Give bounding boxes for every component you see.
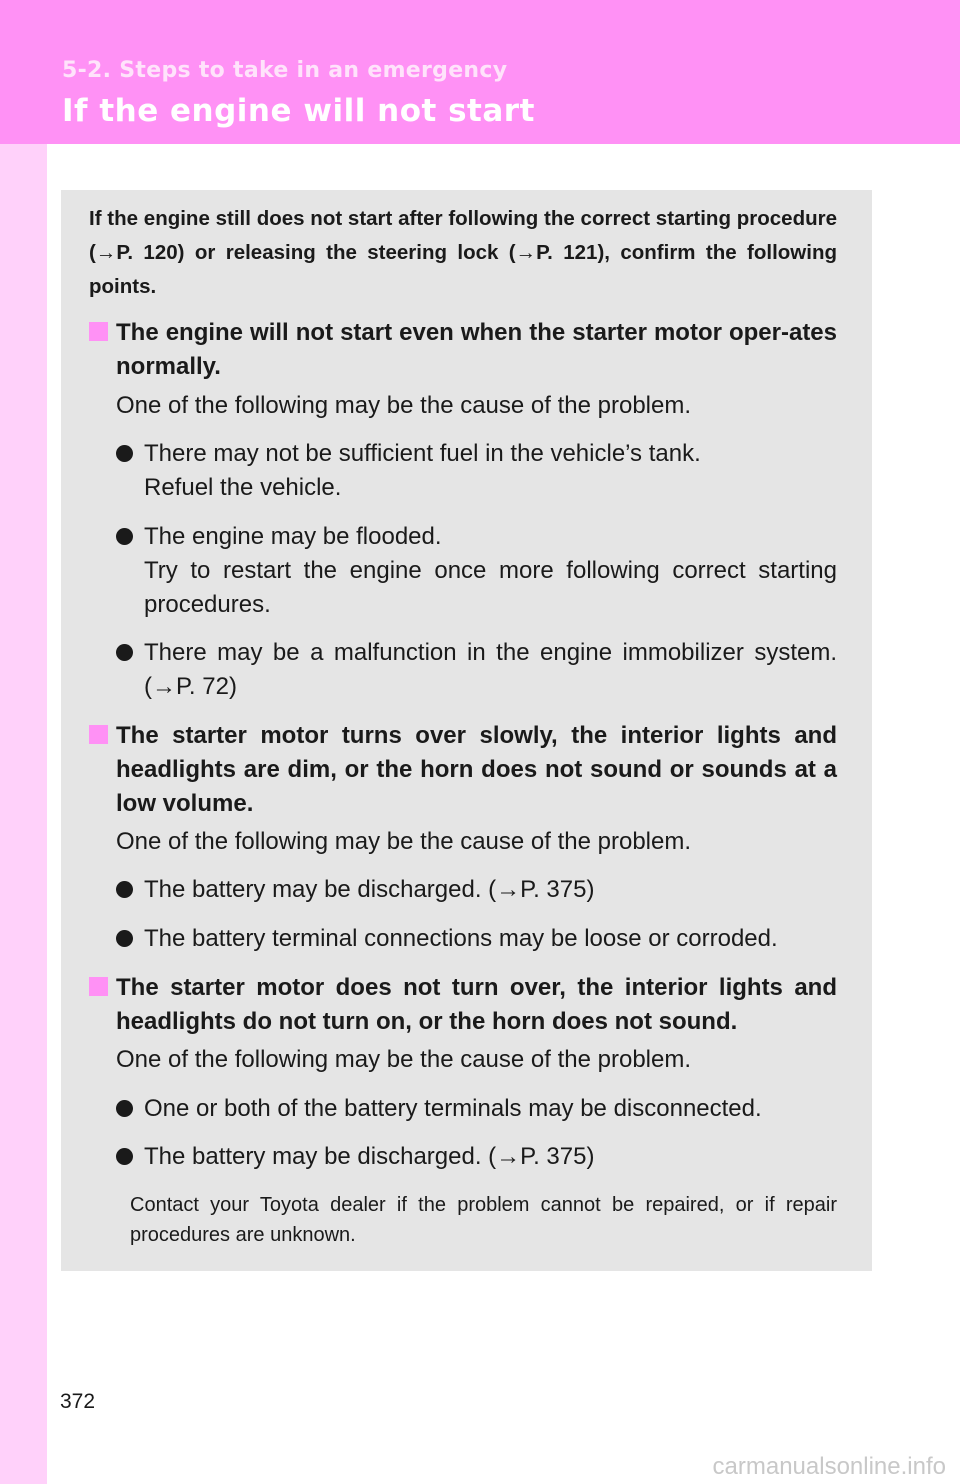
list-item <box>116 636 837 704</box>
bullet-dot-icon <box>116 881 133 898</box>
list-item-text: One or both of the battery terminals may be disconnected. <box>144 1095 762 1122</box>
list-item <box>116 1140 837 1174</box>
section-label: 5-2. Steps to take in an emergency <box>62 58 508 83</box>
list-item-detail: Try to restart the engine once more following correct starting procedures. <box>144 557 837 618</box>
section-heading <box>89 719 837 821</box>
dealer-note: Contact your Toyota dealer if the problem cannot be repaired, or if repair procedures are unknown. <box>130 1194 837 1246</box>
section-lead: One of the following may be the cause of the problem. <box>116 828 692 855</box>
bullet-dot-icon <box>116 528 133 545</box>
bullet-dot-icon <box>116 644 133 661</box>
list-item <box>116 873 837 907</box>
section-heading-text: The engine will not start even when the starter motor oper-ates normally. <box>116 319 837 380</box>
page-number: 372 <box>60 1390 96 1413</box>
list-item-text: The battery may be discharged. (→P. 375) <box>144 1143 595 1170</box>
section-heading <box>89 316 837 384</box>
square-bullet-icon <box>89 977 108 996</box>
list-item-text: The engine may be flooded. <box>144 523 442 550</box>
section-lead: One of the following may be the cause of the problem. <box>116 1046 692 1073</box>
list-item <box>116 520 837 622</box>
bullet-dot-icon <box>116 1100 133 1117</box>
list-item <box>116 922 837 956</box>
page-title: If the engine will not start <box>62 93 535 129</box>
bullet-dot-icon <box>116 445 133 462</box>
list-item <box>116 1092 837 1126</box>
page-header <box>0 0 960 144</box>
section-heading-text: The starter motor turns over slowly, the interior lights and headlights are dim, or the horn does not sound or sounds at a low volume. <box>116 722 837 817</box>
list-item-detail: Refuel the vehicle. <box>144 474 342 501</box>
watermark: carmanualsonline.info <box>712 1453 946 1480</box>
section-heading-text: The starter motor does not turn over, the interior lights and headlights do not turn on, or the horn does not sound. <box>116 974 837 1035</box>
section-lead: One of the following may be the cause of the problem. <box>116 392 692 419</box>
list-item <box>116 437 837 505</box>
bullet-dot-icon <box>116 930 133 947</box>
list-item-text: The battery terminal connections may be loose or corroded. <box>144 925 778 952</box>
intro-text: If the engine still does not start after following the correct starting procedure (→P. 120) or releasing the steering lock (→P. 121), confirm the following points. <box>89 207 837 298</box>
side-strip <box>0 144 47 1484</box>
square-bullet-icon <box>89 725 108 744</box>
section-heading <box>89 971 837 1039</box>
list-item-text: There may not be sufficient fuel in the vehicle’s tank. <box>144 440 701 467</box>
bullet-dot-icon <box>116 1148 133 1165</box>
list-item-text: There may be a malfunction in the engine immobilizer system. (→P. 72) <box>144 639 837 700</box>
square-bullet-icon <box>89 322 108 341</box>
list-item-text: The battery may be discharged. (→P. 375) <box>144 876 595 903</box>
